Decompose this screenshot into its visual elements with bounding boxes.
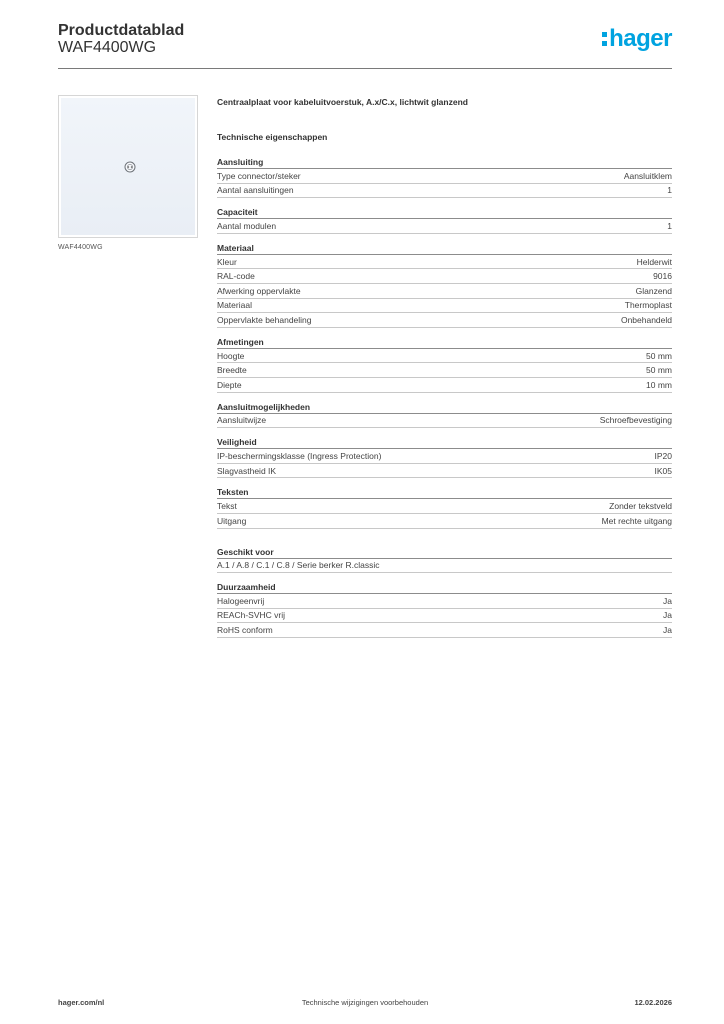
spec-label: Hoogte xyxy=(217,350,245,361)
spec-section xyxy=(217,241,672,328)
section-title: Teksten xyxy=(217,485,672,499)
spec-row xyxy=(217,269,672,284)
spec-value: Ja xyxy=(663,625,672,636)
spec-row xyxy=(217,609,672,624)
spec-label: Slagvastheid IK xyxy=(217,465,277,476)
spec-value: 10 mm xyxy=(646,379,672,390)
spec-row xyxy=(217,169,672,184)
spec-row xyxy=(217,349,672,364)
spec-sections xyxy=(217,155,672,638)
technical-properties-heading: Technische eigenschappen xyxy=(217,132,328,142)
spec-section xyxy=(217,435,672,478)
spec-row xyxy=(217,499,672,514)
spec-label: Halogeenvrij xyxy=(217,595,265,606)
spec-section xyxy=(217,155,672,198)
spec-label: Oppervlakte behandeling xyxy=(217,314,312,325)
spec-value: Thermoplast xyxy=(624,300,672,311)
spec-row xyxy=(217,219,672,234)
product-description: Centraalplaat voor kabeluitvoerstuk, A.x/C.x, lichtwit glanzend xyxy=(217,97,468,107)
spec-label: Materiaal xyxy=(217,300,252,311)
section-title: Geschikt voor xyxy=(217,545,672,559)
spec-row xyxy=(217,255,672,270)
logo-text: hager xyxy=(609,25,672,52)
spec-value: 1 xyxy=(667,220,672,231)
spec-label: Tekst xyxy=(217,501,237,512)
spec-value: IP20 xyxy=(654,450,672,461)
spec-row xyxy=(217,594,672,609)
cover-plate xyxy=(61,98,195,235)
spec-label: RoHS conform xyxy=(217,625,273,636)
spec-section xyxy=(217,400,672,429)
spec-label: Type connector/steker xyxy=(217,170,301,181)
spec-value: Onbehandeld xyxy=(620,314,672,325)
spec-label: Diepte xyxy=(217,379,242,390)
spec-label: Afwerking oppervlakte xyxy=(217,285,301,296)
spec-value: Ja xyxy=(663,610,672,621)
section-title: Aansluitmogelijkheden xyxy=(217,400,672,414)
spec-label: Kleur xyxy=(217,256,237,267)
spec-row xyxy=(217,559,672,574)
spec-label: Aantal modulen xyxy=(217,220,277,231)
section-title: Veiligheid xyxy=(217,435,672,449)
footer-date: 12.02.2026 xyxy=(634,998,672,1007)
spec-row xyxy=(217,414,672,429)
spec-value: Aansluitklem xyxy=(623,170,672,181)
spec-section xyxy=(217,335,672,393)
spec-value: 1 xyxy=(667,185,672,196)
spec-row xyxy=(217,623,672,638)
footer-website-link[interactable]: hager.com/nl xyxy=(58,998,105,1007)
spec-label: Aansluitwijze xyxy=(217,415,267,426)
spec-row xyxy=(217,363,672,378)
spec-row xyxy=(217,449,672,464)
page-header xyxy=(58,22,672,68)
spec-row xyxy=(217,378,672,393)
socket-outlet-icon xyxy=(124,161,136,173)
spec-value: Met rechte uitgang xyxy=(601,515,672,526)
hager-logo xyxy=(602,24,672,54)
spec-label: A.1 / A.8 / C.1 / C.8 / Serie berker R.classic xyxy=(217,560,380,571)
section-title: Aansluiting xyxy=(217,155,672,169)
spec-row xyxy=(217,313,672,328)
footer-notice: Technische wijzigingen voorbehouden xyxy=(301,998,429,1007)
spec-value: Schroefbevestiging xyxy=(599,415,672,426)
spec-value: 9016 xyxy=(653,271,672,282)
spec-row xyxy=(217,464,672,479)
product-code: WAF4400WG xyxy=(58,39,157,56)
spec-row xyxy=(217,514,672,529)
spec-label: Breedte xyxy=(217,365,247,376)
spec-section xyxy=(217,545,672,574)
product-image xyxy=(58,95,198,238)
spec-label: REACh-SVHC vrij xyxy=(217,610,286,621)
spec-label: Uitgang xyxy=(217,515,247,526)
spec-value: 50 mm xyxy=(646,350,672,361)
spec-value: IK05 xyxy=(654,465,672,476)
spec-value: 50 mm xyxy=(646,365,672,376)
spec-section xyxy=(217,580,672,638)
spec-value: Zonder tekstveld xyxy=(609,501,672,512)
header-divider xyxy=(58,68,672,69)
document-title: Productdatablad xyxy=(58,22,185,39)
spec-section xyxy=(217,205,672,234)
spec-value: Glanzend xyxy=(635,285,672,296)
spec-section xyxy=(217,485,672,528)
spec-value: Ja xyxy=(663,595,672,606)
page-footer xyxy=(58,998,672,1010)
spec-label: IP-beschermingsklasse (Ingress Protection) xyxy=(217,450,382,461)
spec-row xyxy=(217,184,672,199)
logo-colon-icon xyxy=(602,32,607,46)
section-title: Materiaal xyxy=(217,241,672,255)
section-title: Afmetingen xyxy=(217,335,672,349)
section-title: Capaciteit xyxy=(217,205,672,219)
image-caption: WAF4400WG xyxy=(58,244,103,251)
product-specifications xyxy=(217,95,672,645)
spec-label: Aantal aansluitingen xyxy=(217,185,294,196)
spec-row xyxy=(217,284,672,299)
spec-value: Helderwit xyxy=(636,256,672,267)
spec-row xyxy=(217,299,672,314)
section-title: Duurzaamheid xyxy=(217,580,672,594)
spec-label: RAL-code xyxy=(217,271,255,282)
